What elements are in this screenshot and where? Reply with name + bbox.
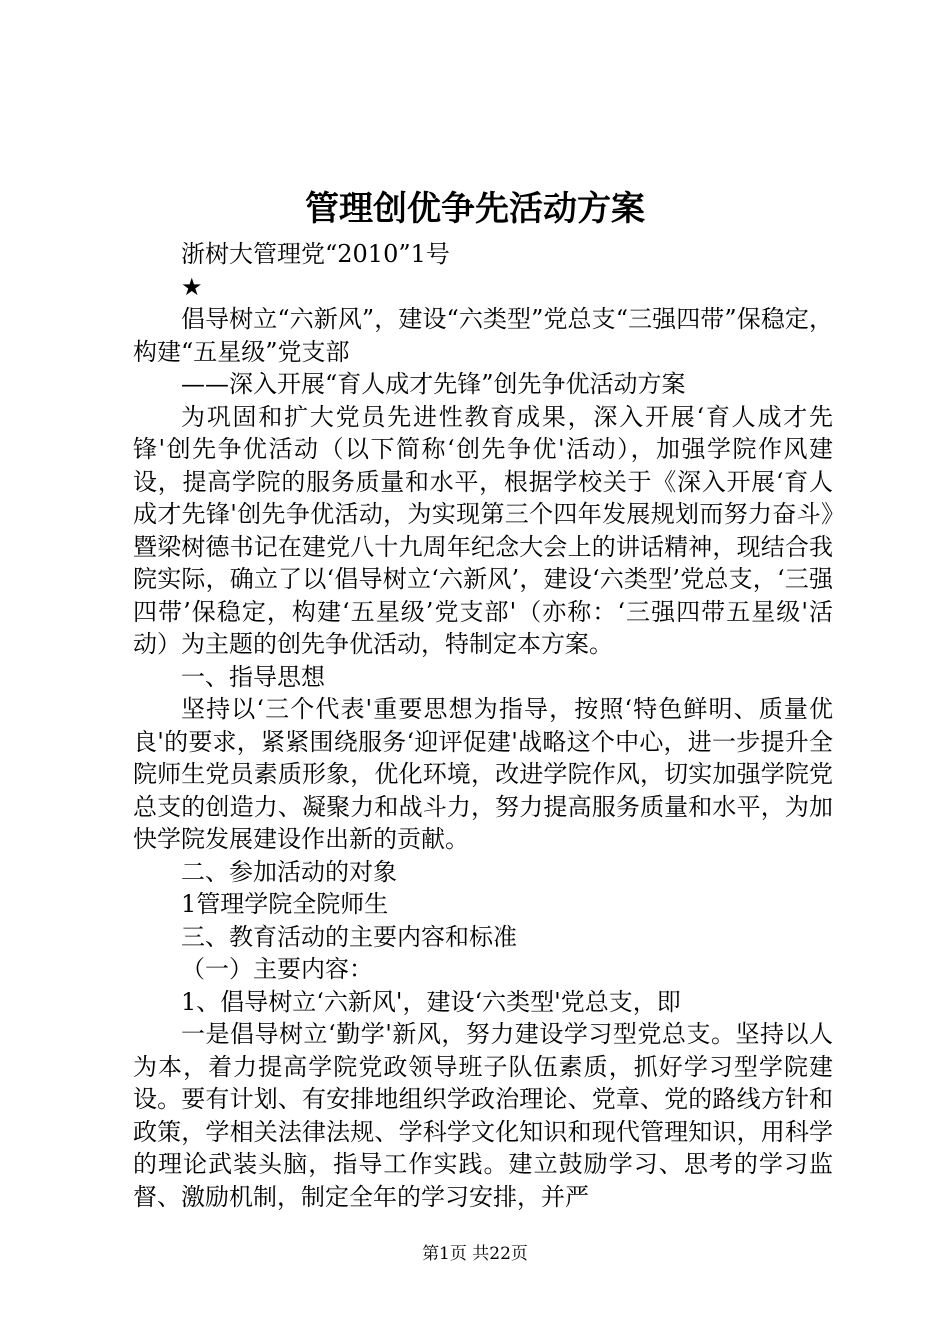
document-number: 浙树大管理党“2010”1号	[181, 240, 450, 268]
page-footer: 第1页 共22页	[422, 1244, 528, 1264]
document-title: 管理创优争先活动方案	[305, 189, 645, 229]
body-paragraph: 一是倡导树立‘勤学'新风，努力建设学习型党总支。坚持以人为本，着力提高学院党政领导班子队伍素质，抓好学习型学院建设。要有计划、有安排地组织学政治理论、党章、党的路线方针和政策，学相关法律法规、学科学文化知识和现代管理知识，用科学的理论武装头脑，指导工作实践。建立鼓励学习、思考的学习监督、激励机制，制定全年的学习安排，并严	[133, 1020, 833, 1211]
section-heading: 三、教育活动的主要内容和标准	[181, 922, 517, 951]
section-heading: 一、指导思想	[181, 662, 325, 691]
document-body	[133, 238, 833, 1213]
star-symbol: ★	[181, 272, 203, 301]
subsection-heading: （一）主要内容：	[181, 955, 373, 983]
subtitle-dash-line: ——深入开展“育人成才先锋”创先争优活动方案	[181, 370, 686, 398]
subtitle-line: 倡导树立“六新风”，建设“六类型”党总支“三强四带”保稳定，构建“五星级”党支部	[133, 305, 833, 366]
body-paragraph: 为巩固和扩大党员先进性教育成果，深入开展‘育人成才先锋'创先争优活动（以下简称‘创先争优'活动），加强学院作风建设，提高学院的服务质量和水平，根据学校关于《深入开展‘育人成才先锋'创先争优活动，为实现第三个四年发展规划而努力奋斗》暨梁树德书记在建党八十九周年纪念大会上的讲话精神，现结合我院实际，确立了以‘倡导树立‘六新风’，建设‘六类型’党总支，‘三强四带’保稳定，构建‘五星级’党支部'（亦称：‘三强四带五星级'活动）为主题的创先争优活动，特制定本方案。	[133, 402, 833, 658]
section-heading: 二、参加活动的对象	[181, 857, 397, 886]
list-heading: 1、倡导树立‘六新风'，建设‘六类型'党总支，即	[181, 987, 681, 1016]
body-paragraph: 1管理学院全院师生	[181, 890, 389, 918]
body-paragraph: 坚持以‘三个代表'重要思想为指导，按照‘特色鲜明、质量优良'的要求，紧紧围绕服务‘迎评促建'战略这个中心，进一步提升全院师生党员素质形象，优化环境，改进学院作风，切实加强学院党总支的创造力、凝聚力和战斗力，努力提高服务质量和水平，为加快学院发展建设作出新的贡献。	[133, 695, 833, 853]
